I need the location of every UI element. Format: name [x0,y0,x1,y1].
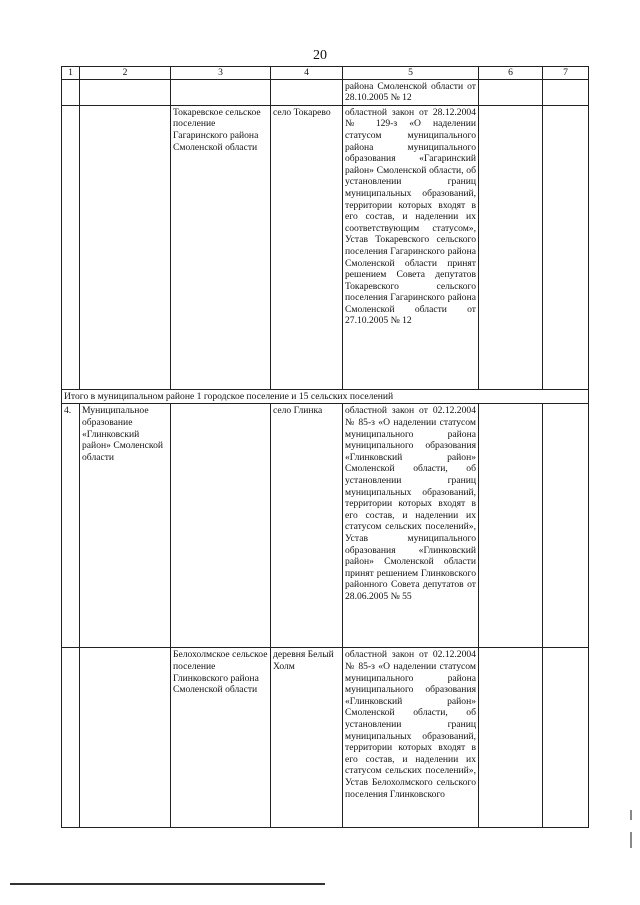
empty-cell [543,404,589,648]
row-number [62,648,80,828]
table-row [62,404,589,648]
empty-cell [543,79,589,105]
page-number: 20 [313,48,327,63]
footer-rule [10,883,325,885]
empty-cell [479,648,543,828]
document-cell: областной закон от 02.12.2004 № 85-з «О наделении статусом муниципального района муниципального образования «Глинковский район» Смоленской области, об установлении границ муниципальных образований, территории которых входят в его состав, и наделении их статусом сельских поселений», Устав муниципального образования «Глинковский район» Смоленской области принят решением Глинковского районного Совета депутатов от 28.06.2005 № 55 [343,404,479,648]
municipality-cell [80,648,171,828]
settlement-cell [171,79,271,105]
admin-center-cell: село Токарево [271,105,343,389]
column-header: 5 [343,67,479,80]
municipality-cell [80,105,171,389]
table-row [62,648,589,828]
table-row [62,105,589,389]
settlement-cell: Токаревское сельское поселение Гагаринского района Смоленской области [171,105,271,389]
scan-edge-mark [630,832,632,848]
admin-center-cell: деревня Белый Холм [271,648,343,828]
column-header: 1 [62,67,80,80]
document-cell: областной закон от 28.12.2004 № 129-з «О наделении статусом муниципального района муниципального образования «Гагаринский район» Смоленской области, об установлении границ муниципальных образований, территории которых входят в его состав, и наделении их соответствующим статусом», Устав Токаревского сельского поселения Гагаринского района Смоленской области принят решением Совета депутатов Токаревского сельского поселения Гагаринского района Смоленской области от 27.10.2005 № 12 [343,105,479,389]
column-header: 2 [80,67,171,80]
column-header: 3 [171,67,271,80]
row-number [62,79,80,105]
document-cell: района Смоленской области от 28.10.2005 № 12 [343,79,479,105]
total-row [62,389,589,404]
admin-center-cell [271,79,343,105]
empty-cell [479,105,543,389]
scan-edge-mark [630,810,632,820]
column-header: 7 [543,67,589,80]
header-row [62,67,589,80]
empty-cell [479,79,543,105]
settlement-cell [171,404,271,648]
row-number [62,105,80,389]
registry-table [61,66,589,828]
municipality-cell [80,79,171,105]
admin-center-cell: село Глинка [271,404,343,648]
table-row [62,79,589,105]
empty-cell [543,648,589,828]
row-number: 4. [62,404,80,648]
empty-cell [479,404,543,648]
settlement-cell: Белохолмское сельское поселение Глинковского района Смоленской области [171,648,271,828]
column-header: 4 [271,67,343,80]
column-header: 6 [479,67,543,80]
document-cell: областной закон от 02.12.2004 № 85-з «О наделении статусом муниципального района муниципального образования «Глинковский район» Смоленской области, об установлении границ муниципальных образований, территории которых входят в его состав, и наделении их статусом сельских поселений», Устав Белохолмского сельского поселения Глинковского [343,648,479,828]
empty-cell [543,105,589,389]
total-text: Итого в муниципальном районе 1 городское поселение и 15 сельских поселений [62,389,589,404]
municipality-cell: Муниципальное образование «Глинковский район» Смоленской области [80,404,171,648]
